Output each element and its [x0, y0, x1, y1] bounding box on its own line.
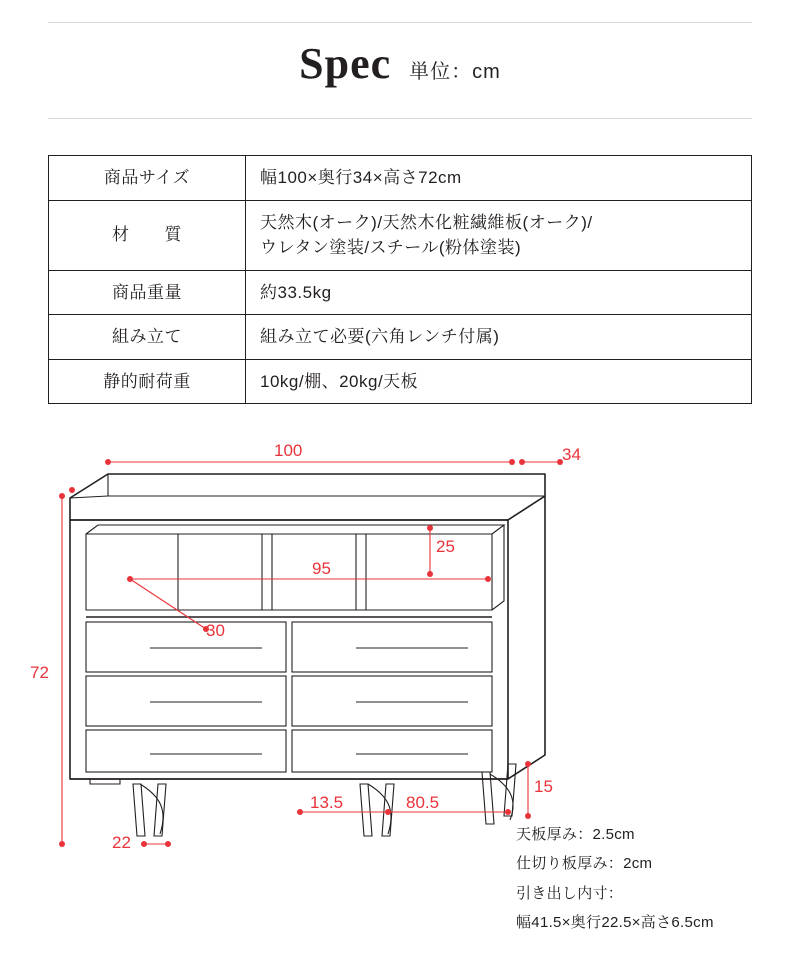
divider-bottom [48, 118, 752, 119]
dim-width-100 [105, 441, 515, 465]
value-line: 10kg/棚、20kg/天板 [260, 371, 419, 391]
row-label-weight: 商品重量 [49, 270, 246, 315]
value-line: 幅100×奥行34×高さ72cm [260, 168, 462, 187]
value-line: ウレタン塗装/スチール(粉体塗装) [260, 238, 522, 257]
divider-top [48, 22, 752, 23]
value-line: 組み立て必要(六角レンチ付属) [260, 327, 500, 346]
row-value-weight [246, 270, 752, 315]
dim-label-leg-gap: 13.5 [310, 793, 344, 812]
cabinet-carcass [70, 496, 545, 779]
row-label-product-size: 商品サイズ [49, 156, 246, 201]
dim-label-depth: 34 [562, 445, 581, 464]
table-row [49, 315, 752, 360]
spec-table [48, 155, 752, 404]
note-line: 天板厚み：2.5cm [516, 826, 635, 843]
dim-label-shelf-height: 25 [436, 537, 455, 556]
dim-height-72 [30, 493, 65, 847]
dim-label-leg-offset: 22 [112, 833, 131, 852]
dim-label-height: 72 [30, 663, 49, 682]
note-line: 幅41.5×奥行22.5×高さ6.5cm [516, 913, 714, 931]
page-header [0, 38, 800, 108]
drawer-grid [86, 622, 492, 772]
cabinet-top-panel [70, 474, 545, 520]
table-row [49, 200, 752, 270]
dim-inner-width-95 [127, 559, 491, 582]
dim-leg-gap-13-5 [297, 793, 388, 815]
row-value-static-load [246, 359, 752, 404]
row-label-material: 材 質 [49, 200, 246, 270]
table-row [49, 270, 752, 315]
dim-label-width: 100 [274, 441, 303, 460]
table-row [49, 359, 752, 404]
note-line: 仕切り板厚み：2cm [516, 855, 653, 873]
dim-depth-34 [519, 445, 581, 465]
row-value-material [246, 200, 752, 270]
value-line: 天然木(オーク)/天然木化粧繊維板(オーク)/ [260, 212, 593, 232]
page-title: Spec [299, 39, 392, 88]
dim-leg-height-15 [525, 761, 553, 819]
row-label-static-load: 静的耐荷重 [49, 359, 246, 404]
value-line: 約33.5kg [260, 282, 332, 302]
note-line: 引き出し内寸： [516, 884, 624, 902]
dim-label-leg-span: 80.5 [406, 793, 440, 812]
row-value-product-size [246, 156, 752, 201]
dim-shelf-height-25 [427, 525, 455, 577]
table-row [49, 156, 752, 201]
unit-label: 単位：cm [409, 61, 501, 83]
dim-label-shelf-depth: 30 [206, 621, 225, 640]
dim-label-leg-height: 15 [534, 777, 553, 796]
notes-block [516, 820, 796, 937]
row-label-assembly: 組み立て [49, 315, 246, 360]
dim-label-inner-width: 95 [312, 559, 331, 578]
row-value-assembly [246, 315, 752, 360]
